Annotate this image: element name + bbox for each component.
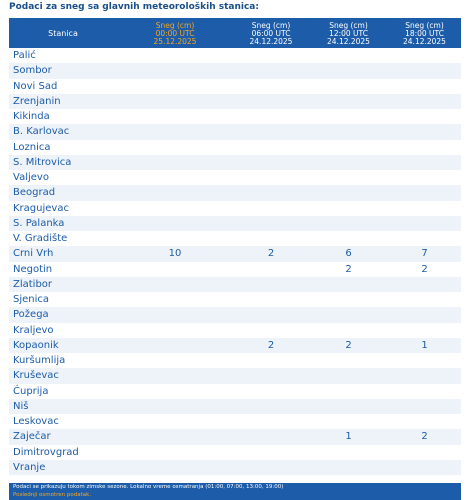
snow-value	[233, 94, 309, 109]
snow-value	[117, 399, 233, 414]
header-line: 12:00 UTC	[329, 28, 368, 38]
snow-value	[309, 124, 388, 139]
snow-value	[388, 460, 461, 475]
snow-value	[388, 414, 461, 429]
snow-value	[233, 79, 309, 94]
snow-value	[233, 460, 309, 475]
header-line: 24.12.2025	[403, 36, 446, 46]
snow-value	[388, 48, 461, 63]
table-row	[9, 399, 461, 414]
snow-value	[233, 277, 309, 292]
table-row	[9, 460, 461, 475]
snow-value	[233, 414, 309, 429]
table-row	[9, 414, 461, 429]
snow-value	[309, 399, 388, 414]
snow-value	[309, 48, 388, 63]
snow-value	[388, 140, 461, 155]
snow-value	[233, 48, 309, 63]
station-name: Ćuprija	[9, 384, 117, 399]
snow-value	[117, 307, 233, 322]
header-column-4	[388, 18, 461, 48]
station-name: V. Gradište	[9, 231, 117, 246]
snow-value: 1	[309, 429, 388, 444]
snow-value	[309, 277, 388, 292]
snow-value	[233, 445, 309, 460]
station-name: Sjenica	[9, 292, 117, 307]
station-name: Novi Sad	[9, 79, 117, 94]
table-row	[9, 201, 461, 216]
snow-value: 2	[233, 338, 309, 353]
footer-note: Podaci se prikazuju tokom zimske sezone. Lokalno vreme osmatranja (01:00, 07:00, 13:00, 19:00)	[13, 484, 284, 490]
header-line: 24.12.2025	[327, 36, 370, 46]
snow-value: 2	[233, 246, 309, 261]
snow-value	[388, 216, 461, 231]
snow-value	[309, 216, 388, 231]
snow-value	[233, 201, 309, 216]
station-name: Zaječar	[9, 429, 117, 444]
snow-value	[117, 170, 233, 185]
snow-value	[117, 384, 233, 399]
snow-value	[309, 368, 388, 383]
snow-value: 2	[309, 338, 388, 353]
snow-value	[309, 63, 388, 78]
snow-value	[388, 353, 461, 368]
table-row	[9, 140, 461, 155]
snow-value	[233, 216, 309, 231]
station-name: Beograd	[9, 185, 117, 200]
table-row	[9, 231, 461, 246]
snow-value	[117, 292, 233, 307]
header-line: Stanica	[48, 28, 78, 38]
snow-value	[309, 460, 388, 475]
snow-value	[117, 63, 233, 78]
snow-value	[388, 201, 461, 216]
station-name: Crni Vrh	[9, 246, 117, 261]
station-name: Dimitrovgrad	[9, 445, 117, 460]
table-row	[9, 445, 461, 460]
snow-value	[388, 79, 461, 94]
table-row	[9, 48, 461, 63]
snow-value	[117, 48, 233, 63]
station-name: Kragujevac	[9, 201, 117, 216]
header-line: 00:00 UTC	[155, 28, 195, 38]
snow-value: 2	[388, 262, 461, 277]
header-line: Sneg (cm)	[329, 20, 368, 30]
snow-value	[388, 124, 461, 139]
snow-value	[388, 277, 461, 292]
snow-value	[117, 460, 233, 475]
snow-value	[309, 445, 388, 460]
snow-value: 6	[309, 246, 388, 261]
snow-value	[309, 307, 388, 322]
snow-value	[388, 384, 461, 399]
table-row	[9, 262, 461, 277]
snow-value	[117, 109, 233, 124]
snow-value	[388, 63, 461, 78]
snow-value	[388, 170, 461, 185]
table-row	[9, 323, 461, 338]
snow-value	[309, 414, 388, 429]
station-name: Kikinda	[9, 109, 117, 124]
snow-value	[309, 292, 388, 307]
snow-value	[233, 429, 309, 444]
station-name: Kraljevo	[9, 323, 117, 338]
header-line: 25.12.2025	[153, 36, 197, 46]
snow-value	[388, 155, 461, 170]
snow-value	[388, 292, 461, 307]
table-row	[9, 338, 461, 353]
header-station	[9, 18, 117, 48]
station-name: Negotin	[9, 262, 117, 277]
snow-value	[309, 140, 388, 155]
header-line: Sneg (cm)	[155, 20, 195, 30]
snow-value	[117, 262, 233, 277]
snow-value	[309, 170, 388, 185]
table-row	[9, 185, 461, 200]
snow-value	[117, 124, 233, 139]
snow-value	[117, 277, 233, 292]
table-row	[9, 94, 461, 109]
table-row	[9, 292, 461, 307]
station-name: Sombor	[9, 63, 117, 78]
snow-value	[233, 292, 309, 307]
header-line: 24.12.2025	[249, 36, 293, 46]
snow-value	[117, 323, 233, 338]
table-row	[9, 307, 461, 322]
snow-value	[233, 231, 309, 246]
snow-value	[388, 323, 461, 338]
snow-value	[233, 384, 309, 399]
header-line: 06:00 UTC	[251, 28, 291, 38]
snow-value	[233, 140, 309, 155]
snow-value	[117, 338, 233, 353]
snow-value	[309, 155, 388, 170]
snow-value	[233, 155, 309, 170]
snow-value	[309, 201, 388, 216]
station-name: Kopaonik	[9, 338, 117, 353]
table-header-row	[9, 18, 461, 48]
page-title: Podaci za sneg sa glavnih meteoroloških stanica:	[9, 2, 259, 12]
snow-value	[309, 185, 388, 200]
snow-value	[309, 94, 388, 109]
table-row	[9, 429, 461, 444]
snow-value	[117, 216, 233, 231]
snow-value	[233, 124, 309, 139]
table-row	[9, 277, 461, 292]
snow-value	[388, 368, 461, 383]
table-row	[9, 368, 461, 383]
station-name: S. Palanka	[9, 216, 117, 231]
table-row	[9, 170, 461, 185]
station-name: Niš	[9, 399, 117, 414]
station-name: Leskovac	[9, 414, 117, 429]
station-name: Požega	[9, 307, 117, 322]
snow-value: 2	[388, 429, 461, 444]
table-row	[9, 384, 461, 399]
snow-value	[388, 231, 461, 246]
snow-value	[309, 79, 388, 94]
snow-value	[117, 201, 233, 216]
station-name: Kruševac	[9, 368, 117, 383]
table-row	[9, 246, 461, 261]
snow-value	[233, 185, 309, 200]
table-row	[9, 155, 461, 170]
snow-value: 10	[117, 246, 233, 261]
snow-value	[233, 109, 309, 124]
table-body	[9, 48, 461, 475]
snow-value	[309, 353, 388, 368]
snow-value	[388, 185, 461, 200]
snow-value	[117, 429, 233, 444]
snow-value	[117, 231, 233, 246]
snow-value	[233, 307, 309, 322]
snow-value	[117, 185, 233, 200]
snow-value: 7	[388, 246, 461, 261]
snow-value	[117, 445, 233, 460]
station-name: Zlatibor	[9, 277, 117, 292]
snow-value	[233, 323, 309, 338]
snow-value	[117, 140, 233, 155]
snow-value	[388, 94, 461, 109]
snow-value	[117, 79, 233, 94]
snow-value	[233, 399, 309, 414]
station-name: Zrenjanin	[9, 94, 117, 109]
snow-value	[233, 262, 309, 277]
snow-value	[233, 63, 309, 78]
snow-value	[117, 155, 233, 170]
header-line: 18:00 UTC	[405, 28, 444, 38]
snow-value	[388, 109, 461, 124]
snow-value	[388, 445, 461, 460]
snow-value	[233, 353, 309, 368]
station-name: Vranje	[9, 460, 117, 475]
snow-value	[309, 231, 388, 246]
snow-value	[309, 384, 388, 399]
header-line: Sneg (cm)	[405, 20, 444, 30]
header-line: Sneg (cm)	[251, 20, 291, 30]
header-column-2	[233, 18, 309, 48]
header-column-1	[117, 18, 233, 48]
snow-value	[117, 353, 233, 368]
footer-last-observed: Poslednji osmotren podatak.	[13, 492, 92, 498]
snow-value	[233, 368, 309, 383]
station-name: Valjevo	[9, 170, 117, 185]
table-row	[9, 353, 461, 368]
snow-value	[309, 323, 388, 338]
table-row	[9, 109, 461, 124]
table-row	[9, 79, 461, 94]
table-row	[9, 216, 461, 231]
snow-value: 1	[388, 338, 461, 353]
snow-table	[9, 18, 461, 475]
snow-value	[117, 368, 233, 383]
station-name: S. Mitrovica	[9, 155, 117, 170]
table-row	[9, 63, 461, 78]
snow-value	[117, 414, 233, 429]
station-name: B. Karlovac	[9, 124, 117, 139]
station-name: Palić	[9, 48, 117, 63]
snow-value	[117, 94, 233, 109]
snow-value	[388, 399, 461, 414]
snow-value	[233, 170, 309, 185]
table-footer	[9, 483, 461, 500]
snow-value: 2	[309, 262, 388, 277]
table-row	[9, 124, 461, 139]
station-name: Kuršumlija	[9, 353, 117, 368]
station-name: Loznica	[9, 140, 117, 155]
snow-value	[388, 307, 461, 322]
header-column-3	[309, 18, 388, 48]
snow-value	[309, 109, 388, 124]
